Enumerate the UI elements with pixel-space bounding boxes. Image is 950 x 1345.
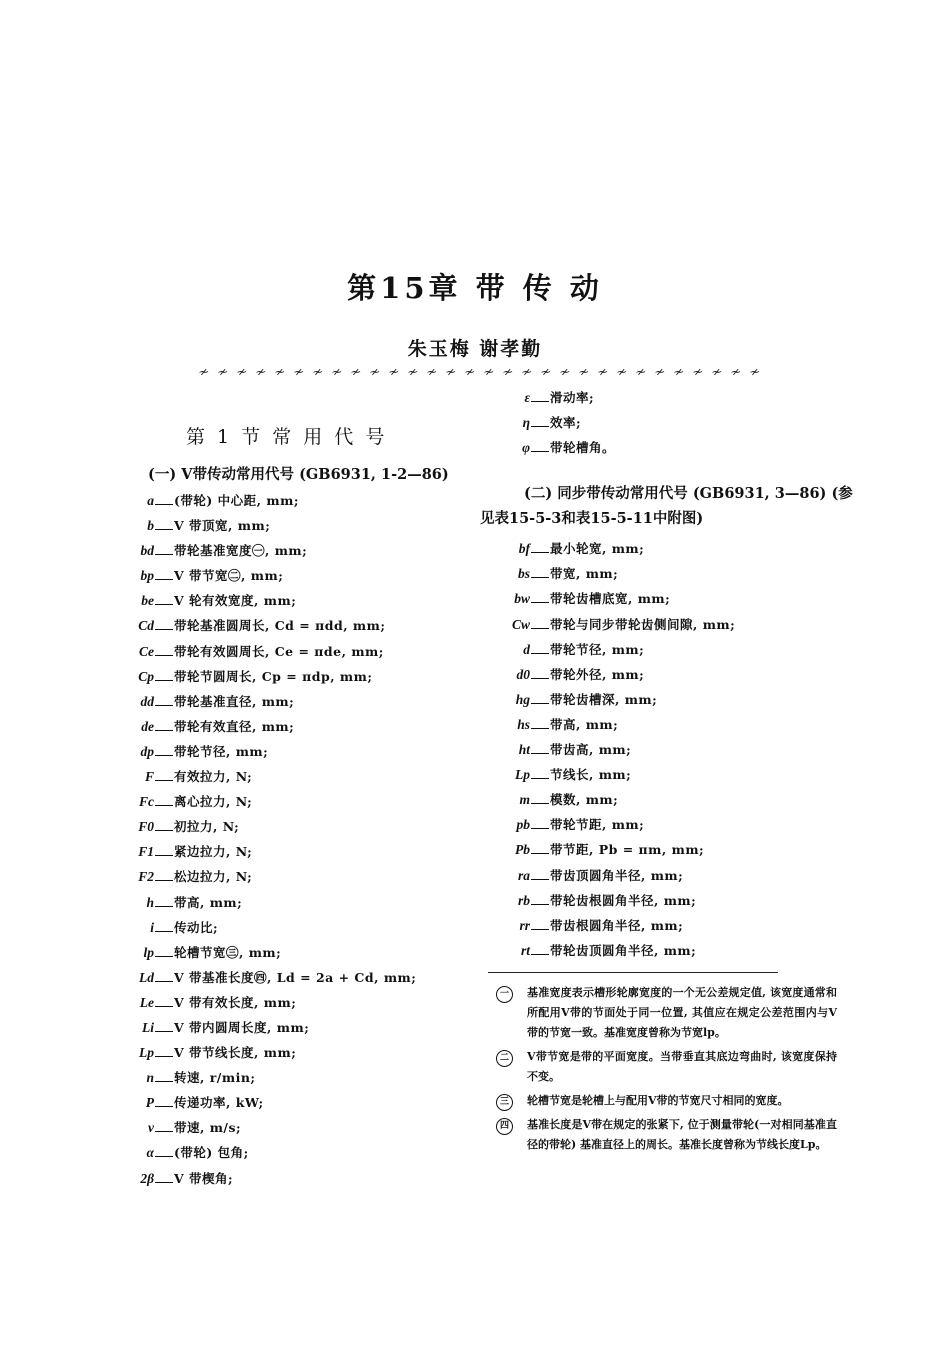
symbol-description: 带速, m/s; bbox=[174, 1120, 242, 1136]
ornament-glyph: ≁ bbox=[708, 365, 725, 380]
ornament-glyph: ≁ bbox=[195, 365, 212, 380]
dash bbox=[531, 426, 549, 427]
symbol-entry bbox=[104, 541, 474, 566]
symbol: hg bbox=[515, 691, 530, 707]
symbol-entry bbox=[480, 840, 860, 865]
ornament-glyph: ≁ bbox=[556, 365, 573, 380]
ornament-glyph: ≁ bbox=[271, 365, 288, 380]
ornament-glyph: ≁ bbox=[537, 365, 554, 380]
symbol: Ld bbox=[139, 969, 154, 985]
symbol-description: V 带内圆周长度, mm; bbox=[174, 1019, 310, 1035]
symbol-entry bbox=[480, 615, 860, 640]
symbol-entry bbox=[480, 564, 860, 589]
dash bbox=[531, 552, 549, 553]
symbol: Li bbox=[142, 1019, 154, 1035]
symbol-description: 带轮节径, mm; bbox=[174, 743, 269, 759]
ornament-glyph: ≁ bbox=[328, 365, 345, 380]
symbol-entry bbox=[480, 690, 860, 715]
symbol-entry bbox=[480, 715, 860, 740]
symbol: Lp bbox=[515, 767, 530, 783]
symbol-description: 带轮基准直径, mm; bbox=[174, 693, 295, 709]
symbol: Cw bbox=[511, 616, 530, 632]
ornament-glyph: ≁ bbox=[689, 365, 706, 380]
symbol-entry bbox=[480, 539, 860, 564]
symbol-description: 带轮基准圆周长, Cd = πdd, mm; bbox=[174, 618, 386, 634]
ornament-glyph: ≁ bbox=[385, 365, 402, 380]
dash bbox=[531, 653, 549, 654]
symbol-entry bbox=[104, 943, 474, 968]
symbol-description: 带轮齿顶圆角半径, mm; bbox=[550, 942, 697, 958]
symbol: d bbox=[523, 641, 530, 657]
symbol: Fc bbox=[139, 794, 154, 810]
symbol: rr bbox=[519, 917, 530, 933]
symbol: rt bbox=[520, 942, 530, 958]
symbol-description: 带轮齿槽深, mm; bbox=[550, 691, 658, 707]
symbol-entry bbox=[104, 692, 474, 717]
symbol: h bbox=[146, 894, 154, 910]
dash bbox=[155, 554, 173, 555]
symbol-description: 模数, mm; bbox=[550, 792, 619, 808]
symbol-entry bbox=[104, 1118, 474, 1143]
dash bbox=[155, 1081, 173, 1082]
symbol-description: V 带节线长度, mm; bbox=[174, 1045, 297, 1061]
symbol-entry bbox=[104, 817, 474, 842]
dash bbox=[155, 680, 173, 681]
footnote-text: 基准长度是V带在规定的张紧下, 位于测量带轮(一对相同基准直径的带轮) 基准直径上的周长。基准长度曾称为节线长度Lp。 bbox=[527, 1117, 837, 1151]
symbol: de bbox=[141, 718, 154, 734]
symbol-description: 带轮节径, mm; bbox=[550, 641, 645, 657]
ornament-glyph: ≁ bbox=[214, 365, 231, 380]
symbol: Lp bbox=[139, 1045, 154, 1061]
symbol-description: 带轮槽角。 bbox=[550, 440, 616, 456]
dash bbox=[155, 730, 173, 731]
symbol-entry bbox=[104, 1068, 474, 1093]
dash bbox=[531, 401, 549, 402]
symbol-entry bbox=[480, 589, 860, 614]
dash bbox=[155, 1156, 173, 1157]
symbol-entry bbox=[104, 893, 474, 918]
ornament-glyph: ≁ bbox=[746, 365, 763, 380]
footnote-rule bbox=[488, 972, 778, 973]
dash bbox=[531, 703, 549, 704]
ornament-glyph: ≁ bbox=[670, 365, 687, 380]
symbol-description: 离心拉力, N; bbox=[174, 794, 253, 810]
footnote bbox=[480, 1047, 860, 1087]
dash bbox=[155, 830, 173, 831]
symbol: rb bbox=[517, 892, 530, 908]
ornament-glyph: ≁ bbox=[309, 365, 326, 380]
v-belt-symbol-list-continued bbox=[480, 388, 860, 463]
symbol-entry bbox=[104, 1169, 474, 1194]
dash bbox=[155, 529, 173, 530]
dash bbox=[155, 705, 173, 706]
dash bbox=[155, 880, 173, 881]
sync-belt-heading: (二) 同步带传动常用代号 (GB6931, 3—86) (参见表15-5-3和表15-5-11中附图) bbox=[480, 485, 853, 528]
footnote-mark: 四 bbox=[496, 1118, 513, 1135]
symbol-description: 带轮齿根圆角半径, mm; bbox=[550, 892, 697, 908]
symbol: Cp bbox=[138, 668, 154, 684]
symbol-entry bbox=[480, 790, 860, 815]
ornament-glyph: ≁ bbox=[499, 365, 516, 380]
ornament-glyph: ≁ bbox=[347, 365, 364, 380]
symbol-entry bbox=[480, 866, 860, 891]
symbol-description: 初拉力, N; bbox=[174, 819, 240, 835]
footnote bbox=[480, 1091, 860, 1111]
dash bbox=[155, 1182, 173, 1183]
dash bbox=[531, 753, 549, 754]
v-belt-symbol-list bbox=[104, 491, 474, 1194]
dash bbox=[531, 929, 549, 930]
authors: 朱玉梅 谢孝勤 bbox=[407, 338, 543, 360]
symbol-description: 传动比; bbox=[174, 919, 219, 935]
symbol-entry bbox=[104, 591, 474, 616]
symbol-entry bbox=[104, 616, 474, 641]
dash bbox=[155, 504, 173, 505]
footnotes bbox=[480, 983, 860, 1155]
ornament-glyph: ≁ bbox=[290, 365, 307, 380]
symbol: bs bbox=[517, 566, 530, 582]
symbol-entry bbox=[480, 438, 860, 463]
ornament-glyph: ≁ bbox=[594, 365, 611, 380]
dash bbox=[531, 828, 549, 829]
dash bbox=[155, 855, 173, 856]
ornament-glyph: ≁ bbox=[366, 365, 383, 380]
symbol-entry bbox=[104, 918, 474, 943]
symbol-description: V 带基准长度㊃, Ld = 2a + Cd, mm; bbox=[174, 969, 417, 985]
symbol-entry bbox=[104, 491, 474, 516]
symbol-entry bbox=[480, 640, 860, 665]
symbol: pb bbox=[516, 817, 530, 833]
dash bbox=[531, 879, 549, 880]
symbol: m bbox=[519, 792, 530, 808]
symbol-entry bbox=[104, 792, 474, 817]
symbol-entry bbox=[104, 642, 474, 667]
footnote-text: 基准宽度表示槽形轮廓宽度的一个无公差规定值, 该宽度通常和所配用V带的节面处于同一位置, 其值应在规定公差范围内与V带的节宽一致。基准宽度曾称为节宽lp。 bbox=[527, 985, 837, 1039]
symbol-entry bbox=[480, 388, 860, 413]
dash bbox=[155, 956, 173, 957]
symbol-description: 效率; bbox=[550, 415, 582, 431]
symbol: Pb bbox=[515, 842, 530, 858]
footnote bbox=[480, 983, 860, 1043]
symbol: ht bbox=[518, 742, 530, 758]
dash bbox=[155, 604, 173, 605]
dash bbox=[531, 451, 549, 452]
dash bbox=[155, 780, 173, 781]
symbol-description: 带齿顶圆角半径, mm; bbox=[550, 867, 684, 883]
symbol-description: 转速, r/min; bbox=[174, 1070, 256, 1086]
dash bbox=[531, 853, 549, 854]
dash bbox=[531, 628, 549, 629]
symbol-entry bbox=[104, 717, 474, 742]
ornament-glyph: ≁ bbox=[575, 365, 592, 380]
dash bbox=[155, 805, 173, 806]
symbol: bf bbox=[518, 541, 530, 557]
dash bbox=[155, 629, 173, 630]
symbol-description: V 轮有效宽度, mm; bbox=[174, 593, 297, 609]
symbol-description: 滑动率; bbox=[550, 390, 595, 405]
symbol-description: 带高, mm; bbox=[550, 716, 619, 732]
symbol: 2β bbox=[140, 1170, 154, 1186]
symbol: Ce bbox=[139, 643, 154, 659]
section-title: 第 1 节 常 用 代 号 bbox=[186, 426, 388, 448]
v-belt-heading: (一) V带传动常用代号 (GB6931, 1-2—86) bbox=[148, 466, 449, 483]
symbol-entry bbox=[480, 815, 860, 840]
symbol: F2 bbox=[138, 869, 154, 885]
ornament-glyph: ≁ bbox=[252, 365, 269, 380]
symbol-entry bbox=[104, 867, 474, 892]
dash bbox=[155, 1106, 173, 1107]
dash bbox=[155, 906, 173, 907]
symbol-entry bbox=[480, 740, 860, 765]
dash bbox=[155, 981, 173, 982]
ornament-glyph: ≁ bbox=[727, 365, 744, 380]
symbol-description: V 带有效长度, mm; bbox=[174, 994, 297, 1010]
symbol-entry bbox=[480, 765, 860, 790]
sync-belt-symbol-list bbox=[480, 539, 860, 966]
symbol-description: 有效拉力, N; bbox=[174, 769, 253, 785]
footnote-text: V带节宽是带的平面宽度。当带垂直其底边弯曲时, 该宽度保持不变。 bbox=[527, 1049, 837, 1083]
symbol-description: 带轮节距, mm; bbox=[550, 817, 645, 833]
symbol-description: 节线长, mm; bbox=[550, 767, 632, 783]
symbol-description: 带轮节圆周长, Cp = πdp, mm; bbox=[174, 668, 373, 684]
symbol-entry bbox=[480, 665, 860, 690]
symbol-entry bbox=[104, 767, 474, 792]
symbol-description: 带宽, mm; bbox=[550, 566, 619, 582]
symbol: Cd bbox=[138, 618, 154, 634]
symbol: ra bbox=[517, 867, 530, 883]
symbol-entry bbox=[104, 1093, 474, 1118]
ornament-glyph: ≁ bbox=[404, 365, 421, 380]
dash bbox=[531, 778, 549, 779]
symbol-description: V 带顶宽, mm; bbox=[174, 518, 271, 534]
symbol-description: V 带楔角; bbox=[174, 1170, 234, 1186]
symbol-entry bbox=[104, 566, 474, 591]
symbol: φ bbox=[522, 440, 530, 456]
symbol: bd bbox=[140, 543, 154, 559]
ornament-glyph: ≁ bbox=[613, 365, 630, 380]
symbol-entry bbox=[104, 1143, 474, 1168]
ornament-glyph: ≁ bbox=[518, 365, 535, 380]
dash bbox=[155, 1131, 173, 1132]
right-column bbox=[480, 388, 860, 1159]
dash bbox=[531, 954, 549, 955]
ornament-glyph: ≁ bbox=[480, 365, 497, 380]
symbol-entry bbox=[104, 842, 474, 867]
footnote-text: 轮槽节宽是轮槽上与配用V带的节宽尺寸相同的宽度。 bbox=[527, 1093, 789, 1107]
symbol-description: 传递功率, kW; bbox=[174, 1095, 264, 1111]
chapter-title: 第15章 带 传 动 bbox=[347, 271, 603, 305]
dash bbox=[531, 678, 549, 679]
dash bbox=[155, 655, 173, 656]
symbol-entry bbox=[480, 916, 860, 941]
footnote bbox=[480, 1115, 860, 1155]
symbol-description: 带轮有效直径, mm; bbox=[174, 718, 295, 734]
symbol-entry bbox=[104, 968, 474, 993]
ornament-glyph: ≁ bbox=[632, 365, 649, 380]
symbol: dd bbox=[140, 693, 154, 709]
symbol-entry bbox=[480, 891, 860, 916]
ornament-glyph: ≁ bbox=[233, 365, 250, 380]
ornament-glyph: ≁ bbox=[423, 365, 440, 380]
symbol: a bbox=[147, 493, 154, 508]
symbol: lp bbox=[143, 944, 154, 960]
dash bbox=[155, 931, 173, 932]
footnote-mark: 三 bbox=[496, 1094, 513, 1111]
symbol-description: 带轮基准宽度㊀, mm; bbox=[174, 543, 308, 559]
dash bbox=[531, 904, 549, 905]
symbol: ε bbox=[524, 390, 530, 405]
dash bbox=[155, 1031, 173, 1032]
symbol: i bbox=[150, 919, 154, 935]
dash bbox=[155, 1056, 173, 1057]
symbol: bp bbox=[140, 568, 154, 584]
symbol-description: 带齿高, mm; bbox=[550, 742, 632, 758]
ornament-glyph: ≁ bbox=[461, 365, 478, 380]
footnote-mark: 二 bbox=[496, 1050, 513, 1067]
ornament-glyph: ≁ bbox=[442, 365, 459, 380]
dash bbox=[155, 579, 173, 580]
left-column bbox=[104, 404, 474, 1194]
symbol-description: 带轮外径, mm; bbox=[550, 666, 645, 682]
dash bbox=[531, 803, 549, 804]
symbol-entry bbox=[104, 742, 474, 767]
symbol-description: 带节距, Pb = πm, mm; bbox=[550, 842, 705, 858]
symbol-description: 紧边拉力, N; bbox=[174, 844, 253, 860]
symbol: hs bbox=[517, 716, 530, 732]
symbol-description: 带高, mm; bbox=[174, 894, 243, 910]
symbol: d0 bbox=[516, 666, 530, 682]
symbol-entry bbox=[480, 413, 860, 438]
symbol-entry bbox=[104, 667, 474, 692]
footnote-mark: 一 bbox=[496, 986, 513, 1003]
symbol: bw bbox=[514, 591, 530, 607]
symbol-description: 带轮齿槽底宽, mm; bbox=[550, 591, 671, 607]
symbol-entry bbox=[104, 1043, 474, 1068]
symbol: α bbox=[146, 1145, 154, 1161]
symbol: v bbox=[148, 1120, 154, 1136]
symbol: be bbox=[141, 593, 154, 609]
ornament-divider bbox=[195, 365, 763, 380]
symbol-description: 带齿根圆角半径, mm; bbox=[550, 917, 684, 933]
symbol-entry bbox=[104, 516, 474, 541]
dash bbox=[155, 755, 173, 756]
symbol: F1 bbox=[138, 844, 154, 860]
dash bbox=[531, 577, 549, 578]
symbol-entry bbox=[104, 1018, 474, 1043]
ornament-glyph: ≁ bbox=[651, 365, 668, 380]
symbol-description: 带轮与同步带轮齿侧间隙, mm; bbox=[550, 616, 736, 632]
symbol-description: V 带节宽㊁, mm; bbox=[174, 568, 284, 584]
symbol: F0 bbox=[138, 819, 154, 835]
symbol-description: (带轮) 包角; bbox=[174, 1145, 249, 1161]
symbol-entry bbox=[480, 941, 860, 966]
dash bbox=[155, 1006, 173, 1007]
symbol: P bbox=[145, 1095, 154, 1111]
symbol-description: 最小轮宽, mm; bbox=[550, 541, 645, 557]
symbol: n bbox=[146, 1070, 154, 1086]
symbol-description: (带轮) 中心距, mm; bbox=[174, 493, 299, 508]
dash bbox=[531, 728, 549, 729]
symbol: η bbox=[522, 415, 530, 431]
symbol-entry bbox=[104, 993, 474, 1018]
symbol: dp bbox=[140, 743, 154, 759]
symbol: Le bbox=[139, 994, 154, 1010]
symbol-description: 带轮有效圆周长, Ce = πde, mm; bbox=[174, 643, 384, 659]
symbol: F bbox=[144, 769, 154, 785]
symbol-description: 轮槽节宽㊂, mm; bbox=[174, 944, 282, 960]
dash bbox=[531, 602, 549, 603]
symbol-description: 松边拉力, N; bbox=[174, 869, 253, 885]
symbol: b bbox=[147, 518, 154, 534]
